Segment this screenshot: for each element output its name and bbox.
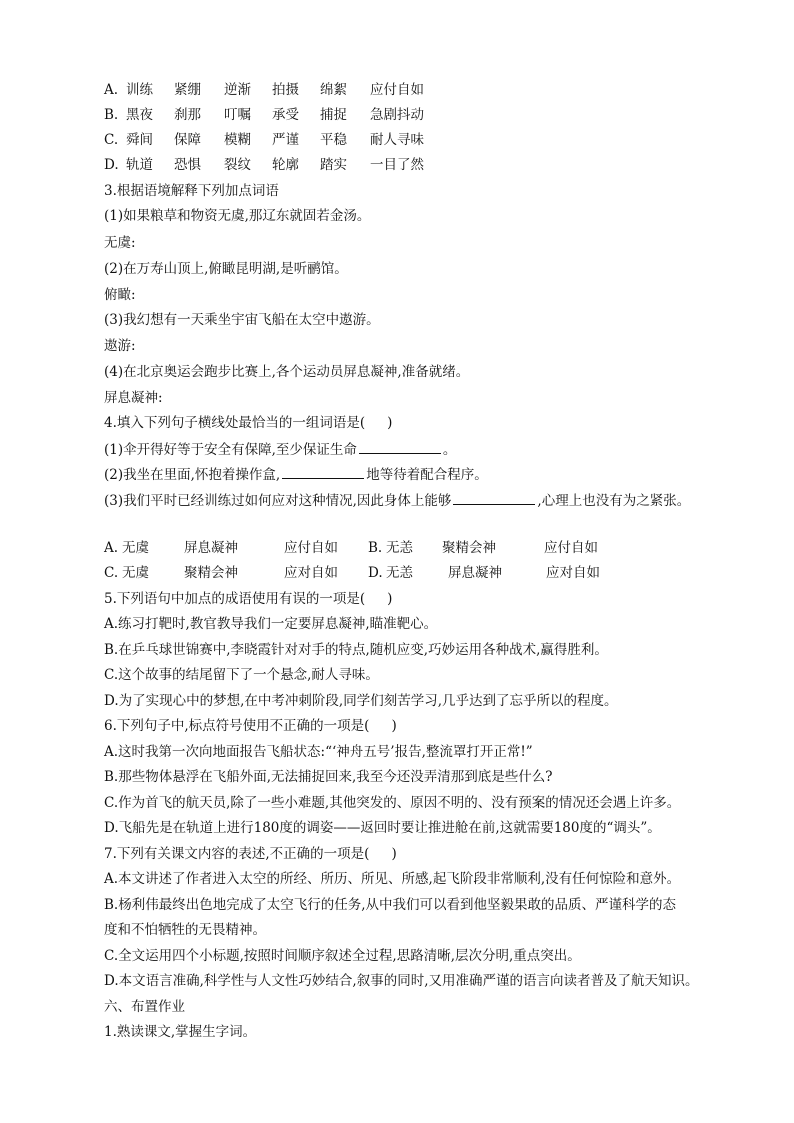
option-cell: B. xyxy=(368,540,383,556)
text-segment: 6.下列句子中,标点符号使用不正确的一项是( xyxy=(104,718,370,734)
q5-option-c: C.这个故事的结尾留下了一个悬念,耐人寻味。 xyxy=(104,667,379,683)
option-cell: C. xyxy=(104,565,119,581)
q5-option-d: D.为了实现心中的梦想,在中考冲刺阶段,同学们刻苦学习,几乎达到了忘乎所以的程度。 xyxy=(104,693,618,709)
text-segment: ) xyxy=(387,591,393,607)
q4-title xyxy=(104,414,392,432)
option-cell: 黑夜 xyxy=(126,107,153,123)
option-cell: 捕捉 xyxy=(320,107,347,123)
option-cell: D. xyxy=(104,157,119,173)
text-segment: (2)我坐在里面,怀抱着操作盒, xyxy=(104,467,281,483)
q3-sentence-2: (2)在万寿山顶上,俯瞰昆明湖,是听鹂馆。 xyxy=(104,261,348,277)
option-cell: A. xyxy=(104,540,119,556)
text-segment: ,心理上也没有为之紧张。 xyxy=(537,493,691,509)
option-cell: 应付自如 xyxy=(544,540,598,556)
fill-blank xyxy=(359,440,441,454)
text-segment: ) xyxy=(391,718,397,734)
text-segment: 。 xyxy=(442,442,457,458)
option-cell: 应对自如 xyxy=(546,565,600,581)
text-segment: 7.下列有关课文内容的表述,不正确的一项是( xyxy=(104,846,370,862)
option-cell: 拍摄 xyxy=(272,82,299,98)
fill-blank xyxy=(453,491,535,505)
option-cell: 应付自如 xyxy=(370,82,424,98)
text-segment: 地等待着配合程序。 xyxy=(366,467,488,483)
q3-label-2: 俯瞰: xyxy=(104,287,136,303)
option-cell: 轨道 xyxy=(126,157,153,173)
option-cell: 屏息凝神 xyxy=(184,540,238,556)
option-cell: 踏实 xyxy=(320,157,347,173)
text-segment: 5.下列语句中加点的成语使用有误的一项是( xyxy=(104,591,366,607)
q6-title xyxy=(104,717,397,735)
q7-option-b-line-1: B.杨利伟最终出色地完成了太空飞行的任务,从中我们可以看到他坚毅果敢的品质、严谨科学的态 xyxy=(104,897,677,913)
q6-option-a: A.这时我第一次向地面报告飞船状态:“‘神舟五号’报告,整流罩打开正常!” xyxy=(104,744,533,760)
q7-option-a: A.本文讲述了作者进入太空的所经、所历、所见、所感,起飞阶段非常顺利,没有任何惊险和意外。 xyxy=(104,871,681,887)
q3-sentence-3: (3)我幻想有一天乘坐宇宙飞船在太空中遨游。 xyxy=(104,312,380,328)
q6-option-c: C.作为首飞的航天员,除了一些小难题,其他突发的、原因不明的、没有预案的情况还会遇上许多。 xyxy=(104,795,681,811)
option-cell: B. xyxy=(104,107,119,123)
option-cell: 聚精会神 xyxy=(442,540,496,556)
q5-option-a: A.练习打靶时,教官教导我们一定要屏息凝神,瞄准靶心。 xyxy=(104,616,438,632)
q4-sentence-2 xyxy=(104,465,488,484)
option-cell: 逆渐 xyxy=(224,82,251,98)
q3-label-3: 遨游: xyxy=(104,338,136,354)
q5-title xyxy=(104,590,392,608)
option-cell: 训练 xyxy=(126,82,153,98)
q7-option-c: C.全文运用四个小标题,按照时间顺序叙述全过程,思路清晰,层次分明,重点突出。 xyxy=(104,948,581,964)
q7-option-d: D.本文语言准确,科学性与人文性巧妙结合,叙事的同时,又用准确严谨的语言向读者普及了航天知识。 xyxy=(104,973,699,989)
q6-option-b: B.那些物体悬浮在飞船外面,无法捕捉回来,我至今还没弄清那到底是些什么? xyxy=(104,769,553,785)
q3-sentence-1: (1)如果粮草和物资无虞,那辽东就固若金汤。 xyxy=(104,208,371,224)
option-cell: C. xyxy=(104,132,119,148)
q5-option-b: B.在乒乓球世锦赛中,李晓霞针对对手的特点,随机应变,巧妙运用各种战术,赢得胜利。 xyxy=(104,642,608,658)
option-cell: 无虞 xyxy=(122,540,149,556)
text-segment: ) xyxy=(387,415,393,431)
option-cell: 无虞 xyxy=(122,565,149,581)
option-cell: 无恙 xyxy=(386,565,413,581)
option-cell: 轮廓 xyxy=(272,157,299,173)
q7-title xyxy=(104,845,397,863)
option-cell: 舜间 xyxy=(126,132,153,148)
q4-sentence-1 xyxy=(104,440,456,459)
option-cell: 平稳 xyxy=(320,132,347,148)
q3-label-1: 无虞: xyxy=(104,235,136,251)
q3-label-4: 屏息凝神: xyxy=(104,390,163,406)
option-cell: 屏息凝神 xyxy=(448,565,502,581)
option-cell: 应付自如 xyxy=(284,540,338,556)
q6-option-d: D.飞船先是在轨道上进行180度的调姿——返回时要让推进舱在前,这就需要180度的“调头”。 xyxy=(104,820,661,836)
option-cell: D. xyxy=(368,565,383,581)
text-segment: (3)我们平时已经训练过如何应对这种情况,因此身体上能够 xyxy=(104,493,452,509)
option-cell: 一目了然 xyxy=(370,157,424,173)
option-cell: 聚精会神 xyxy=(184,565,238,581)
text-segment: ) xyxy=(391,846,397,862)
q7-option-b-line-2: 度和不怕牺牲的无畏精神。 xyxy=(104,922,266,938)
option-cell: 刹那 xyxy=(174,107,201,123)
section-6-title: 六、布置作业 xyxy=(104,999,185,1015)
section-6-item-1: 1.熟读课文,掌握生字词。 xyxy=(104,1024,257,1040)
q3-sentence-4: (4)在北京奥运会跑步比赛上,各个运动员屏息凝神,准备就绪。 xyxy=(104,364,470,380)
option-cell: 叮嘱 xyxy=(224,107,251,123)
option-cell: A. xyxy=(104,82,119,98)
option-cell: 承受 xyxy=(272,107,299,123)
q4-sentence-3 xyxy=(104,491,690,510)
text-segment: 4.填入下列句子横线处最恰当的一组词语是( xyxy=(104,415,366,431)
option-cell: 保障 xyxy=(174,132,201,148)
option-cell: 模糊 xyxy=(224,132,251,148)
option-cell: 恐惧 xyxy=(174,157,201,173)
option-cell: 耐人寻味 xyxy=(370,132,424,148)
text-segment: (1)伞开得好等于安全有保障,至少保证生命 xyxy=(104,442,357,458)
option-cell: 严谨 xyxy=(272,132,299,148)
option-cell: 无恙 xyxy=(386,540,413,556)
q3-title: 3.根据语境解释下列加点词语 xyxy=(104,183,279,199)
option-cell: 裂纹 xyxy=(224,157,251,173)
option-cell: 急剧抖动 xyxy=(370,107,424,123)
option-cell: 绵絮 xyxy=(320,82,347,98)
option-cell: 应对自如 xyxy=(284,565,338,581)
option-cell: 紧绷 xyxy=(174,82,201,98)
fill-blank xyxy=(282,465,364,479)
